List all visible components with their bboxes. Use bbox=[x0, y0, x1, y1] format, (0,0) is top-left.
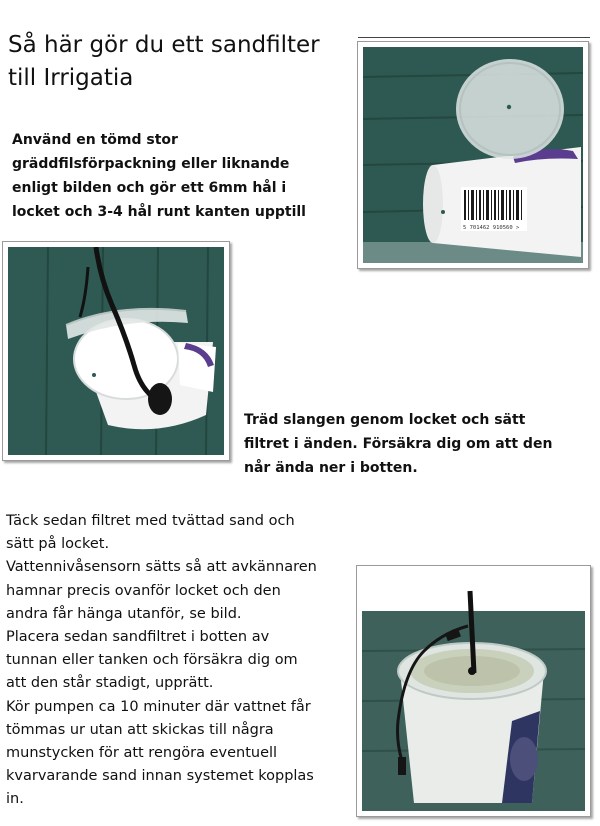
step-3-line-8: att den står stadigt, upprätt. bbox=[6, 675, 214, 692]
title-line-1: Så här gör du ett sandfilter bbox=[8, 32, 320, 59]
step-3-line-13: in. bbox=[6, 791, 24, 808]
step-3-line-1: Täck sedan filtret med tvättad sand och bbox=[6, 513, 295, 529]
step-1-line-4: locket och 3-4 hål runt kanten upptill bbox=[12, 204, 306, 220]
step-3-line-2: sätt på locket. bbox=[6, 536, 110, 553]
photo-hose-through-lid bbox=[2, 241, 230, 461]
barcode-number: 5 701462 910560 > bbox=[463, 225, 520, 231]
step-1-line-1: Använd en tömd stor bbox=[12, 132, 178, 148]
step-3-line-3: Vattennivåsensorn sätts så att avkännaren bbox=[6, 559, 317, 576]
step-3-line-7: tunnan eller tanken och försäkra dig om bbox=[6, 652, 298, 669]
step-3-line-11: munstycken för att rengöra eventuell bbox=[6, 745, 278, 762]
step-3-line-5: andra får hänga utanför, se bild. bbox=[6, 605, 242, 622]
title-line-2: till Irrigatia bbox=[8, 65, 134, 92]
step-2-line-3: når ända ner i botten. bbox=[244, 460, 418, 476]
title-divider bbox=[358, 37, 590, 38]
step-2-line-2: filtret i änden. Försäkra dig om att den bbox=[244, 436, 553, 452]
step-3-line-10: tömmas ur utan att skickas till några bbox=[6, 721, 274, 738]
step-3-line-12: kvarvarande sand innan systemet kopplas bbox=[6, 768, 314, 785]
step-1-line-2: gräddfilsförpackning eller liknande bbox=[12, 156, 290, 172]
photo-finished-sand-filter bbox=[356, 565, 591, 817]
photo-finished-sand-filter-image bbox=[362, 571, 585, 811]
page-title bbox=[8, 29, 320, 95]
step-2-line-1: Träd slangen genom locket och sätt bbox=[244, 412, 526, 428]
step-1-line-3: enligt bilden och gör ett 6mm hål i bbox=[12, 180, 287, 196]
step-3-line-9: Kör pumpen ca 10 minuter där vattnet får bbox=[6, 698, 311, 715]
step-3-line-4: hamnar precis ovanför locket och den bbox=[6, 582, 281, 599]
photo-container-with-lid-image bbox=[363, 47, 583, 263]
step-2-instructions bbox=[244, 408, 552, 480]
photo-hose-through-lid-image bbox=[8, 247, 224, 455]
photo-container-with-lid bbox=[357, 41, 589, 269]
step-1-instructions bbox=[12, 128, 306, 224]
step-3-instructions bbox=[6, 510, 317, 812]
step-3-line-6: Placera sedan sandfiltret i botten av bbox=[6, 629, 270, 646]
